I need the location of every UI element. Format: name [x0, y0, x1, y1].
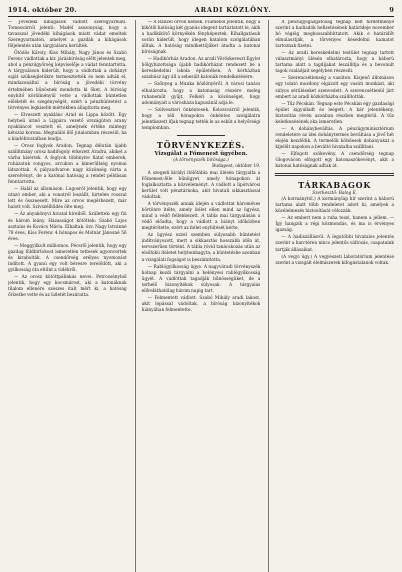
- article-paragraph: — Az anyakönyvi hivatal híreiből. Születtek: egy fiú és három leány. Házasságot kötöttek: Szabó Lajos asztalos és Kovács Mária. Elhaltak: özv. Nagy Istvánné 78 éves, Kiss Ferenc 4 hónapos és Molnár Jánosné 56 éves.: [8, 212, 127, 242]
- article-paragraph: — Az orosz kötöttpálinkás nevei. Petrozsényból jelentik, hogy egy kocsmárost, aki a katonáknak tilalom ellenére szeszes italt mért ki, a hatóság őrizetbe vette és az üzletét bezáratta.: [8, 274, 127, 299]
- section-editor-note: Szerkesztő: Balog E.: [312, 191, 358, 197]
- column-1: [8, 20, 127, 572]
- article-dateline: Budapest, október 19.: [212, 163, 261, 169]
- article-paragraph: A pénzügyigazgatóság tegnap kelt hirdetménye szerint a hadiadók befizetésének határideje november hó végéig meghosszabbíttatott. Akik e határidőt elmulasztják, a törvényes késedelmi kamatot tartoznak fizetni.: [275, 20, 395, 50]
- article-paragraph: — A dohánybeváltás. A pénzügyminisztérium rendeletére az idei dohánytermés beváltása a jövő hét elején kezdődik. A termelők kötelesek dohányukat a kijelölt napokon a beváltó hivatalba szállítani.: [275, 126, 395, 150]
- article-paragraph: — Jövedéki kihágások vádlott szeregyarmati. Tomesvárról jelenti: Madél asszonyság, hogy a tavasszal jövedéki kihágások miatt vádat emeltek Szeregyarmaton, amelyet a gazdák a kihágások följelentés után tárgyalásra kerültek.: [8, 20, 127, 50]
- article-paragraph: — Orosz foglyok Aradon. Tegnap délután újabb szállítmány orosz hadifogoly érkezett Aradra, akiket a várba kísértek. A foglyok többnyire fiatal emberek, ruházatuk rongyos, arcukon a kimerültség nyomai látszottak. A pályaudvaron nagy közönség várta a szerelvényt, de a katonai hatóság a rendet példásan fenntartotta.: [8, 143, 127, 186]
- article-paragraph: (A kormánytól.) A kormánylap hír szerint a háború tartama alatt több rendeletet adott ki, amelyek a közélelmezés biztosítását célozzák.: [275, 197, 395, 215]
- section-heading-miscellany: TÁRKABAGOK: [298, 180, 372, 191]
- article-title: Vizsgálat a Főmenest ügyében.: [154, 150, 248, 157]
- column-2: [135, 20, 261, 572]
- article-paragraph: Az ügyész ezzel szemben súlyosabb büntetést indítványozott, mert a sikkasztás hosszabb időn át, tervszerűen történt. A tábla rövid tanácskozás után az elsőfokú ítéletet helybenhagyta, a büntetésbe azonban a vizsgálati fogságot is beszámította.: [141, 233, 261, 263]
- page-header: [8, 4, 394, 14]
- article-paragraph: — Rablógyilkosság ügye. A nagyváradi törvényszék holnap kezdi tárgyalni a belényesi rablógyilkosság ügyét. A vádlottak tagadják bűnösségüket, de a terhelő bizonyítékok súlyosak. A tárgyalás előreláthatólag három napig tart.: [141, 264, 261, 294]
- article-paragraph: — Halál az állomáson. Lugosról jelentik, hogy egy utazó ember, aki a vonatról leszállt, hirtelen rosszul lett és összeesett. Mire az orvos megérkezett, már halott volt. Szívszélhűdés ölte meg.: [8, 187, 127, 211]
- article-paragraph: — A Ranzel orvoli kémek. Fiuméból jelentik, hogy a kikötői hatóság két gyanús idegent tartóztatott le, akik a hadikikötő környékén fényképeztek. Kihallgatásuk során kiderült, hogy idegen hatalom szolgálatában álltak. A hatóság mindkettőjüket átadta a katonai bíróságnak.: [141, 20, 261, 56]
- article-paragraph: Ötödös Károly, Kiss Mihály, Nagy János és Szabó Ferenc vádlottak a kir. járásbíróság előtt jelentek meg, ahol a pénzügyőrség képviselője a vádat fenntartotta. A tárgyaláson kiderült, hogy a vádlottak a dohányt saját szükségletükre termesztették és nem adták el, mindazonáltal a bíróság a jövedéki törvény értelmében bűnösnek mondotta ki őket. A bíróság enyhítő körülményül vette a vádlottak büntetlen előéletét és szegénységét, ezért a pénzbüntetést a törvényes legkisebb mértékben állapította meg.: [8, 51, 127, 111]
- section-divider: [177, 135, 224, 136]
- article-paragraph: — Szilveszteri önkéntesek. Kolozsvárról jelentik, hogy a téli hónapokra önkéntes szolgálatra jelentkezett ifjak tegnap tették le az esküt a helyőrségi templomban.: [141, 107, 261, 131]
- masthead-title: ARADI KÖZLÖNY.: [194, 6, 272, 14]
- article-paragraph: — A hadiszállásról. A legutóbbi hivatalos jelentés szerint a harctéren nincs jelentős változás, csapataink tartják állásaikat.: [275, 235, 395, 253]
- article-paragraph: — Szőnyeg a Munka közlönyéről. A városi tanács elhatározta, hogy a katonaság részére meleg ruhaneműt gyűjt. Felkéri a közönséget, hogy adományait a városháza kapusánál adja le.: [141, 82, 261, 106]
- article-paragraph: — Tűz Pécskán. Tegnap este Pécskán egy gazdasági épület kigyulladt és leégett. A kár jelentékeny, biztosítás révén azonban részben megtérül. A tűz keletkezésének oka ismeretlen.: [275, 101, 395, 125]
- article-paragraph: — Az aradi kereskedelmi testület tegnap tartott választmányi ülésén elhatározta, hogy a háború tartama alatt a tagdíjakat leszállítja és a bevonult tagok családjait segélyben részesíti.: [275, 51, 395, 75]
- article-paragraph: — Hadikórház Aradon. Az aradi Vöröskereszt Egylet hölgybizottsága újabb hadikórházat rendezett be a kereskedelmi iskola épületében. A kórházban százhúsz ágy áll a sebesült katonák rendelkezésére.: [141, 57, 261, 81]
- article-paragraph: A törvényszék annak idején a vádlottat hároméves börtönre ítélte, amely ítélet ellen mind az ügyész, mind a védő fellebbezett. A tábla mai tárgyalásán a védő előadta, hogy a vádlott a hiányt időközben megtérítette, ezért az ítélet enyhítését kérte.: [141, 202, 261, 232]
- article-paragraph: — Elfogott szökevény. A csendőrség tegnap Glogovácon elfogott egy katonaszökevényt, akit a katonai hatóságnak adtak át.: [275, 151, 395, 170]
- article-paragraph: — Szerencsétlenség a vasúton. Kisjenő állomáson egy tolató mozdony elgázolt egy vasúti munkást, aki súlyos sérüléseket szenvedett. A szerencsétlenül járt embert az aradi közkórházba szállították.: [275, 76, 395, 100]
- article-paragraph: — Elveszett nyaklánc Arad és Lippa között. Egy helybeli úrinő a Lippára vezető országúton arany nyakláncot vesztett el, amelynek értéke mintegy kétszáz korona. Megtaláló illő jutalomban részesül, ha a kiadóhivatalban leadja.: [8, 112, 127, 142]
- page-number: 9: [389, 6, 394, 14]
- section-heading-court: TÖRVÉNYKEZÉS.: [156, 139, 246, 150]
- article-paragraph: A szegedi királyi ítélőtábla mai ülésén tárgyalta a Főmenest-féle bűnügyet, amely hónapokon át foglalkoztatta a közvéleményt. A vádlott a lipótvárosi kerület volt pénztárnoka, akit hivatali sikkasztással vádoltak.: [141, 170, 261, 201]
- section-divider: [275, 173, 394, 176]
- column-3: [268, 20, 394, 572]
- header-rule: [8, 16, 394, 17]
- article-paragraph: — Felmentett vádlott. Szabó Mihály aradi lakost, akit lopással vádoltak, a bíróság bizonyítékok hiányában felmentette.: [141, 295, 261, 313]
- issue-date: 1914. október 20.: [8, 6, 77, 14]
- article-source-note: (A törvényszék bírósága.): [173, 157, 229, 163]
- article-paragraph: (A vegyi ügy.) A vegyészeti laboratórium jelentése szerint a vizsgált élelmiszerek kifogástalanok voltak.: [275, 254, 395, 266]
- article-paragraph: — Meggyilkolt milliomos. Pécsről jelentik, hogy egy gazdag földbirtokost ismeretlen tettesek agyonvertek és kirabolták. A csendőrség erélyes nyomozást indított. A gyanú egy volt béresre terelődött, aki a gyilkosság óta eltűnt a vidékről.: [8, 243, 127, 273]
- article-paragraph: — Az embert nem a ruha teszi, hanem a jellem. — Így hangzik a régi közmondás, és ma is érvényes igazság.: [275, 216, 395, 234]
